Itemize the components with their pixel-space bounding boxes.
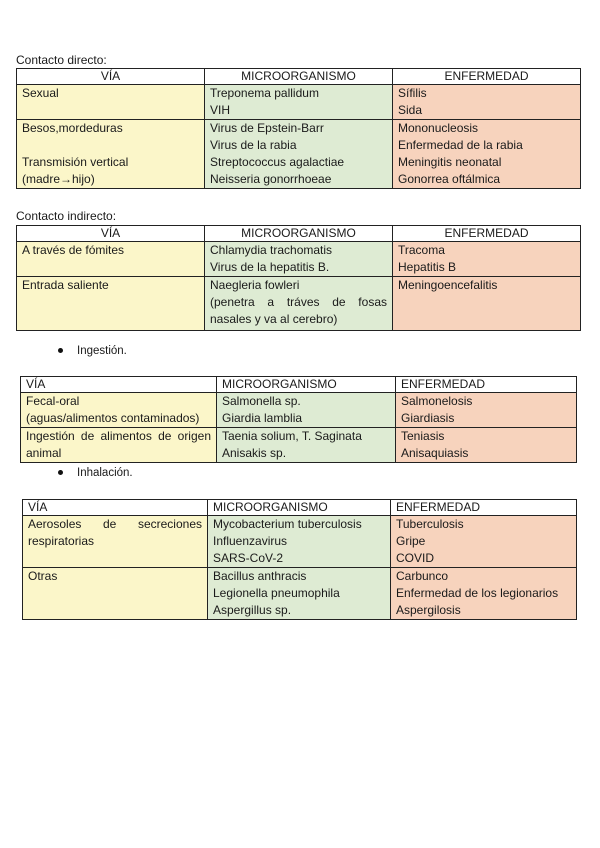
- enfermedad-text: Carbunco: [396, 569, 449, 583]
- header-enfermedad: ENFERMEDAD: [393, 69, 581, 85]
- enfermedad-cell: [396, 428, 577, 463]
- microorganismo-cell: [217, 428, 396, 463]
- microorganismo-cell: [217, 393, 396, 428]
- header-microorganismo: MICROORGANISMO: [205, 69, 393, 85]
- table-header-row: [17, 226, 581, 242]
- enfermedad-text: Sífilis: [398, 86, 427, 100]
- via-text: Aerosoles de secreciones respiratorias: [28, 517, 202, 548]
- enfermedad-text: Enfermedad de la rabia: [398, 138, 523, 152]
- via-text: A través de fómites: [22, 243, 125, 257]
- enfermedad-cell: [393, 277, 581, 331]
- microorganismo-text: Giardia lamblia: [222, 411, 303, 425]
- via-cell: [17, 85, 205, 120]
- via-cell: [21, 428, 217, 463]
- table-header-row: [23, 500, 577, 516]
- header-microorganismo: MICROORGANISMO: [217, 377, 396, 393]
- header-via: VÍA: [17, 69, 205, 85]
- table-row: [17, 120, 581, 189]
- microorganismo-text: Treponema pallidum: [210, 86, 319, 100]
- header-microorganismo: MICROORGANISMO: [205, 226, 393, 242]
- microorganismo-text: VIH: [210, 103, 231, 117]
- via-cell: [17, 120, 205, 189]
- microorganismo-cell: [208, 516, 391, 568]
- via-text: Ingestión de alimentos de origen animal: [26, 429, 211, 460]
- header-via: VÍA: [17, 226, 205, 242]
- microorganismo-text: Aspergillus sp.: [213, 603, 292, 617]
- microorganismo-cell: [205, 242, 393, 277]
- enfermedad-text: Anisaquiasis: [401, 446, 469, 460]
- header-enfermedad: ENFERMEDAD: [396, 377, 577, 393]
- microorganismo-text: Bacillus anthracis: [213, 569, 307, 583]
- table-header-row: [17, 69, 581, 85]
- via-text: [22, 259, 199, 276]
- microorganismo-text: Naegleria fowleri: [210, 278, 300, 292]
- table-row: [17, 242, 581, 277]
- enfermedad-cell: [391, 516, 577, 568]
- microorganismo-text: Salmonella sp.: [222, 394, 301, 408]
- via-text: (aguas/alimentos contaminados): [26, 411, 200, 425]
- enfermedad-cell: [393, 85, 581, 120]
- microorganismo-text: Virus de la hepatitis B.: [210, 260, 330, 274]
- header-microorganismo: MICROORGANISMO: [208, 500, 391, 516]
- via-cell: [23, 568, 208, 620]
- enfermedad-cell: [393, 120, 581, 189]
- table-contacto-directo: [16, 68, 581, 189]
- microorganismo-text: Legionella pneumophila: [213, 586, 340, 600]
- enfermedad-text: Mononucleosis: [398, 121, 479, 135]
- via-text: [22, 102, 199, 119]
- microorganismo-text: SARS-CoV-2: [213, 551, 284, 565]
- via-text: Entrada saliente: [22, 278, 109, 292]
- via-text: Transmisión vertical: [22, 155, 129, 169]
- via-text: [22, 137, 199, 154]
- via-cell: [17, 242, 205, 277]
- microorganismo-note: (penetra a tráves de fosas nasales y va al cerebro): [210, 295, 387, 326]
- microorganismo-cell: [205, 277, 393, 331]
- via-text: (madre→hijo): [22, 172, 95, 186]
- enfermedad-text: Meningoencefalitis: [398, 278, 498, 292]
- enfermedad-text: Enfermedad de los legionarios: [396, 586, 559, 600]
- table-contacto-indirecto: [16, 225, 581, 331]
- enfermedad-text: Tuberculosis: [396, 517, 464, 531]
- header-via: VÍA: [23, 500, 208, 516]
- microorganismo-text: Chlamydia trachomatis: [210, 243, 333, 257]
- enfermedad-text: Gonorrea oftálmica: [398, 172, 501, 186]
- enfermedad-cell: [393, 242, 581, 277]
- table-row: [21, 393, 577, 428]
- microorganismo-text: Virus de la rabia: [210, 138, 297, 152]
- microorganismo-text: Anisakis sp.: [222, 446, 287, 460]
- section-title-contacto-indirecto: Contacto indirecto:: [16, 209, 117, 223]
- enfermedad-cell: [391, 568, 577, 620]
- microorganismo-cell: [208, 568, 391, 620]
- section-title-contacto-directo: Contacto directo:: [16, 53, 107, 67]
- enfermedad-text: Sida: [398, 103, 423, 117]
- table-row: [23, 568, 577, 620]
- table-ingestion: [20, 376, 577, 463]
- microorganismo-text: Mycobacterium tuberculosis: [213, 517, 362, 531]
- microorganismo-text: Influenzavirus: [213, 534, 288, 548]
- header-enfermedad: ENFERMEDAD: [393, 226, 581, 242]
- enfermedad-text: COVID: [396, 551, 435, 565]
- bullet-inhalacion: [58, 467, 133, 479]
- table-row: [21, 428, 577, 463]
- enfermedad-text: Tracoma: [398, 243, 445, 257]
- microorganismo-text: Virus de Epstein-Barr: [210, 121, 324, 135]
- enfermedad-text: Salmonelosis: [401, 394, 473, 408]
- microorganismo-cell: [205, 85, 393, 120]
- bullet-icon: [58, 470, 63, 475]
- table-row: [23, 516, 577, 568]
- bullet-text: Ingestión.: [77, 345, 127, 357]
- bullet-icon: [58, 348, 63, 353]
- via-text: Sexual: [22, 86, 59, 100]
- table-inhalacion: [22, 499, 577, 620]
- enfermedad-cell: [396, 393, 577, 428]
- bullet-text: Inhalación.: [77, 467, 133, 479]
- header-via: VÍA: [21, 377, 217, 393]
- table-row: [17, 85, 581, 120]
- table-row: [17, 277, 581, 331]
- via-cell: [17, 277, 205, 331]
- via-cell: [23, 516, 208, 568]
- microorganismo-text: Streptococcus agalactiae: [210, 155, 345, 169]
- via-text: Otras: [28, 569, 58, 583]
- enfermedad-text: Aspergilosis: [396, 603, 461, 617]
- microorganismo-text: Neisseria gonorrhoeae: [210, 172, 332, 186]
- header-enfermedad: ENFERMEDAD: [391, 500, 577, 516]
- microorganismo-cell: [205, 120, 393, 189]
- via-cell: [21, 393, 217, 428]
- table-header-row: [21, 377, 577, 393]
- enfermedad-text: Meningitis neonatal: [398, 155, 502, 169]
- enfermedad-text: Giardiasis: [401, 411, 455, 425]
- enfermedad-text: Gripe: [396, 534, 426, 548]
- enfermedad-text: Teniasis: [401, 429, 445, 443]
- microorganismo-text: Taenia solium, T. Saginata: [222, 429, 362, 443]
- bullet-ingestion: [58, 345, 127, 357]
- via-text: Fecal-oral: [26, 394, 80, 408]
- via-text: Besos,mordeduras: [22, 121, 123, 135]
- enfermedad-text: Hepatitis B: [398, 260, 457, 274]
